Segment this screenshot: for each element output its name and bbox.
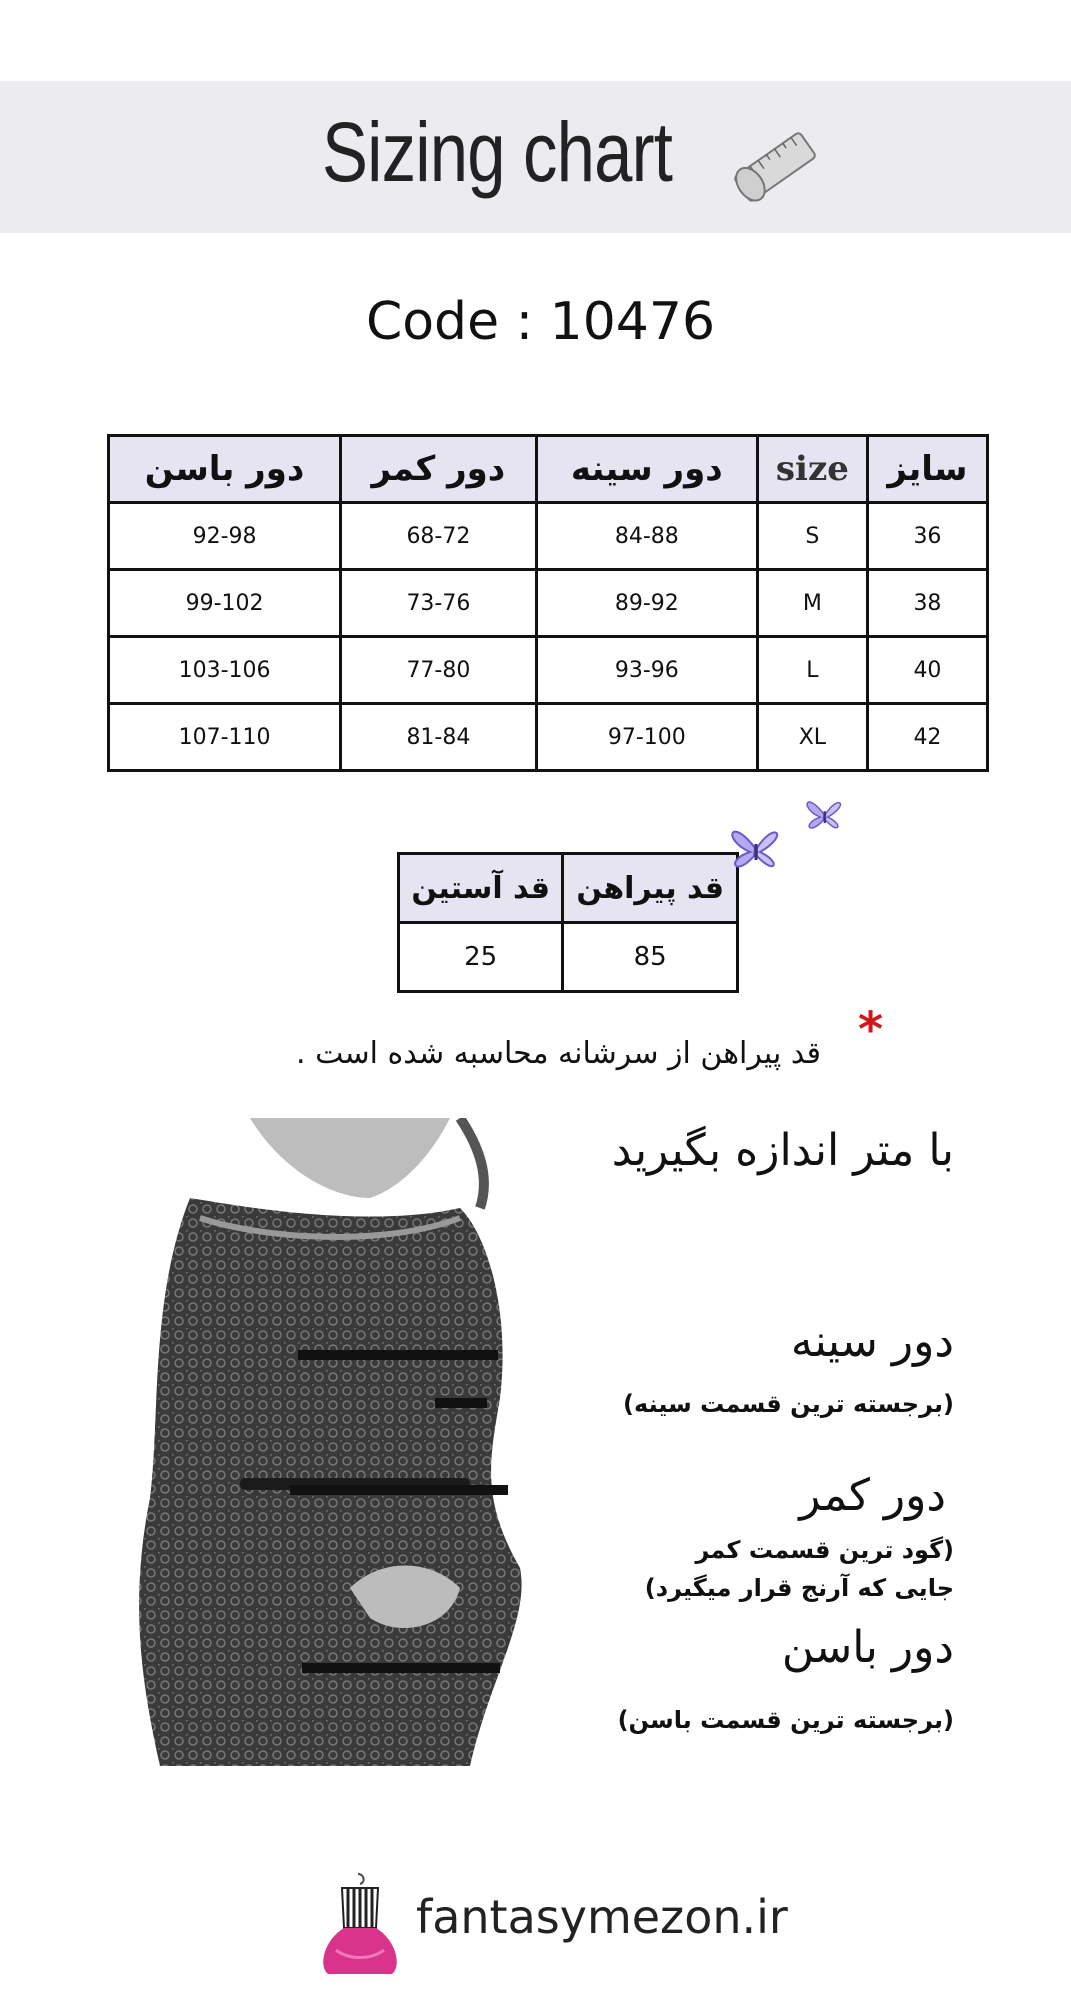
cell-hip: 103-106	[109, 637, 341, 704]
waist-label: دور کمر	[799, 1470, 946, 1521]
cell-bust: 93-96	[536, 637, 757, 704]
cell-waist: 73-76	[341, 570, 537, 637]
note-asterisk: *	[858, 1002, 884, 1058]
cell-waist: 77-80	[341, 637, 537, 704]
cell-hip: 107-110	[109, 704, 341, 771]
cell-size-letter: M	[757, 570, 867, 637]
page-title: Sizing chart	[322, 105, 673, 199]
note-text: قد پیراهن از سرشانه محاسبه شده است .	[296, 1036, 821, 1071]
header-size-en: size	[757, 436, 867, 503]
cell-size-letter: L	[757, 637, 867, 704]
cell-bust: 89-92	[536, 570, 757, 637]
table-row	[109, 503, 988, 570]
bust-description: (برجسته ترین قسمت سینه)	[623, 1390, 954, 1418]
cell-bust: 84-88	[536, 503, 757, 570]
model-photo	[130, 1118, 560, 1766]
table-row	[109, 570, 988, 637]
table-row	[109, 704, 988, 771]
product-code: Code : 10476	[365, 292, 716, 352]
bust-label: دور سینه	[790, 1316, 954, 1367]
cell-size-number: 36	[867, 503, 987, 570]
header-sleeve-length: قد آستین	[399, 854, 563, 923]
table-row	[109, 637, 988, 704]
cell-size-letter: S	[757, 503, 867, 570]
cell-size-number: 40	[867, 637, 987, 704]
butterfly-icon	[798, 786, 850, 838]
butterfly-icon	[720, 810, 790, 880]
waist-description-line1: (گود ترین قسمت کمر	[695, 1536, 954, 1564]
cell-hip: 99-102	[109, 570, 341, 637]
header-size-fa: سایز	[867, 436, 987, 503]
header-hip: دور باسن	[109, 436, 341, 503]
dress-logo-icon	[314, 1870, 406, 1980]
table-row	[399, 923, 738, 992]
cell-size-number: 42	[867, 704, 987, 771]
length-table-header-row	[399, 854, 738, 923]
cell-size-letter: XL	[757, 704, 867, 771]
cell-bust: 97-100	[536, 704, 757, 771]
size-table	[107, 434, 989, 772]
cell-hip: 92-98	[109, 503, 341, 570]
measuring-tape-icon	[730, 124, 820, 210]
hip-description: (برجسته ترین قسمت باسن)	[617, 1706, 954, 1734]
cell-size-number: 38	[867, 570, 987, 637]
site-name: fantasymezon.ir	[416, 1890, 788, 1944]
cell-dress-length: 85	[563, 923, 738, 992]
length-table	[397, 852, 739, 993]
waist-description-line2: جایی که آرنج قرار میگیرد)	[644, 1574, 954, 1602]
header-waist: دور کمر	[341, 436, 537, 503]
measure-title: با متر اندازه بگیرید	[611, 1125, 954, 1176]
hip-label: دور باسن	[781, 1622, 954, 1673]
cell-sleeve-length: 25	[399, 923, 563, 992]
header-bust: دور سینه	[536, 436, 757, 503]
cell-waist: 81-84	[341, 704, 537, 771]
cell-waist: 68-72	[341, 503, 537, 570]
size-table-header-row	[109, 436, 988, 503]
header-dress-length: قد پیراهن	[563, 854, 738, 923]
